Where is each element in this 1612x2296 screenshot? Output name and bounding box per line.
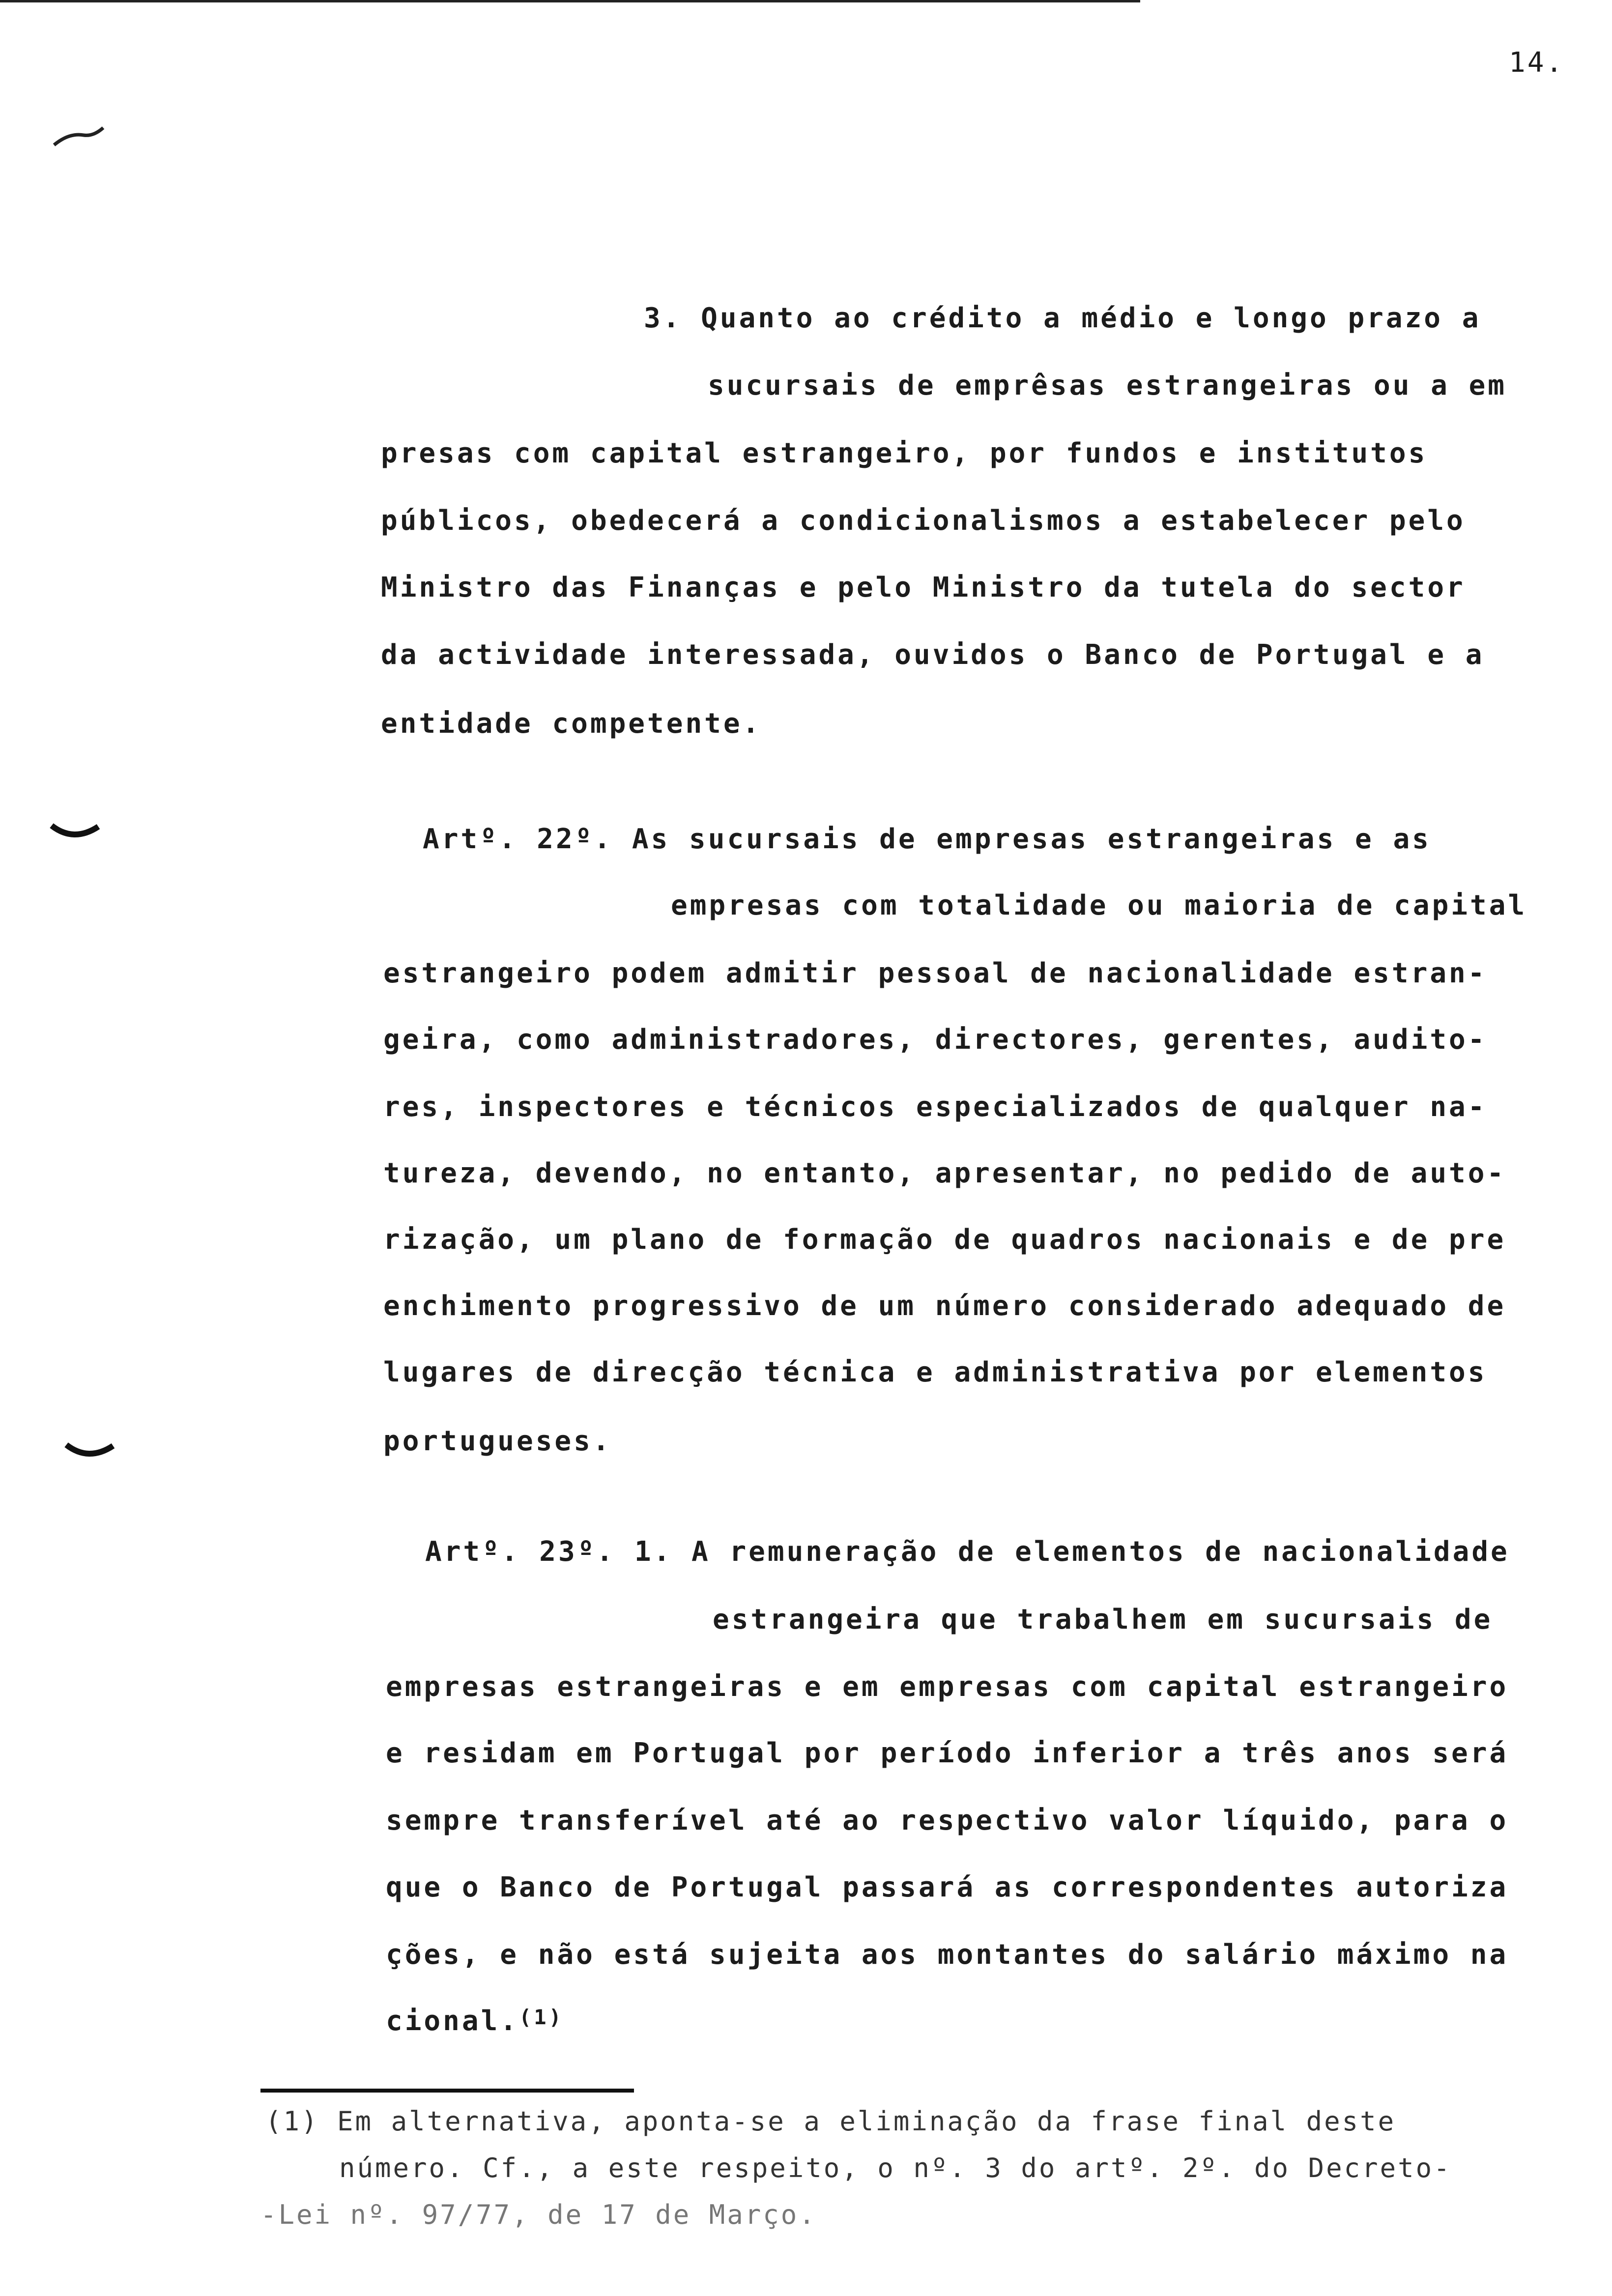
- text-line: enchimento progressivo de um número considerado adequado de: [383, 1290, 1506, 1322]
- footnote-line: número. Cf., a este respeito, o nº. 3 do artº. 2º. do Decreto-: [339, 2152, 1452, 2183]
- text-line: estrangeiro podem admitir pessoal de nacionalidade estran-: [383, 957, 1487, 989]
- margin-bracket-mark-1: [49, 821, 103, 850]
- footnote-line: -Lei nº. 97/77, de 17 de Março.: [260, 2199, 817, 2230]
- text-line: res, inspectores e técnicos especializados de qualquer na-: [383, 1091, 1487, 1123]
- article-heading-line: Artº. 22º. As sucursais de empresas estrangeiras e as: [423, 823, 1431, 855]
- text-line: entidade competente.: [381, 708, 762, 740]
- text-line: estrangeira que trabalhem em sucursais de: [713, 1604, 1493, 1636]
- text-line: rização, um plano de formação de quadros nacionais e de pre: [383, 1224, 1506, 1256]
- text-line: empresas estrangeiras e em empresas com capital estrangeiro: [386, 1671, 1509, 1703]
- margin-bracket-mark-2: [64, 1440, 118, 1469]
- text-line: tureza, devendo, no entanto, apresentar, no pedido de auto-: [383, 1157, 1506, 1189]
- text-line: 3. Quanto ao crédito a médio e longo prazo a: [644, 302, 1481, 334]
- text-line: e residam em Portugal por período inferior a três anos será: [386, 1737, 1509, 1769]
- text-line: ções, e não está sujeita aos montantes do salário máximo na: [386, 1939, 1509, 1971]
- top-border-line: [0, 0, 1140, 2]
- text-line: sempre transferível até ao respectivo valor líquido, para o: [386, 1805, 1509, 1837]
- text-line: lugares de direcção técnica e administrativa por elementos: [383, 1356, 1487, 1388]
- footnote-separator: [260, 2089, 634, 2093]
- footnote-reference[interactable]: (1): [519, 2005, 564, 2029]
- text-line: empresas com totalidade ou maioria de capital: [671, 890, 1527, 921]
- page-number: 14.: [1509, 47, 1565, 79]
- text-line: geira, como administradores, directores, gerentes, audito-: [383, 1024, 1487, 1056]
- article-heading-line: Artº. 23º. 1. A remuneração de elementos de nacionalidade: [425, 1536, 1510, 1568]
- text-line: públicos, obedecerá a condicionalismos a estabelecer pelo: [381, 505, 1466, 537]
- text-line: da actividade interessada, ouvidos o Banco de Portugal e a: [381, 639, 1485, 671]
- text-line: que o Banco de Portugal passará as correspondentes autoriza: [386, 1871, 1509, 1903]
- margin-mark-1: [49, 123, 108, 152]
- footnote-line: (1) Em alternativa, aponta-se a eliminação da frase final deste: [265, 2106, 1396, 2137]
- text-line: sucursais de emprêsas estrangeiras ou a em: [708, 370, 1507, 402]
- text-line-last: [386, 2005, 564, 2037]
- text-line: Ministro das Finanças e pelo Ministro da tutela do sector: [381, 572, 1466, 603]
- text-line-content: cional.: [386, 2005, 519, 2037]
- text-line: portugueses.: [383, 1425, 612, 1457]
- text-line: presas com capital estrangeiro, por fundos e institutos: [381, 437, 1428, 469]
